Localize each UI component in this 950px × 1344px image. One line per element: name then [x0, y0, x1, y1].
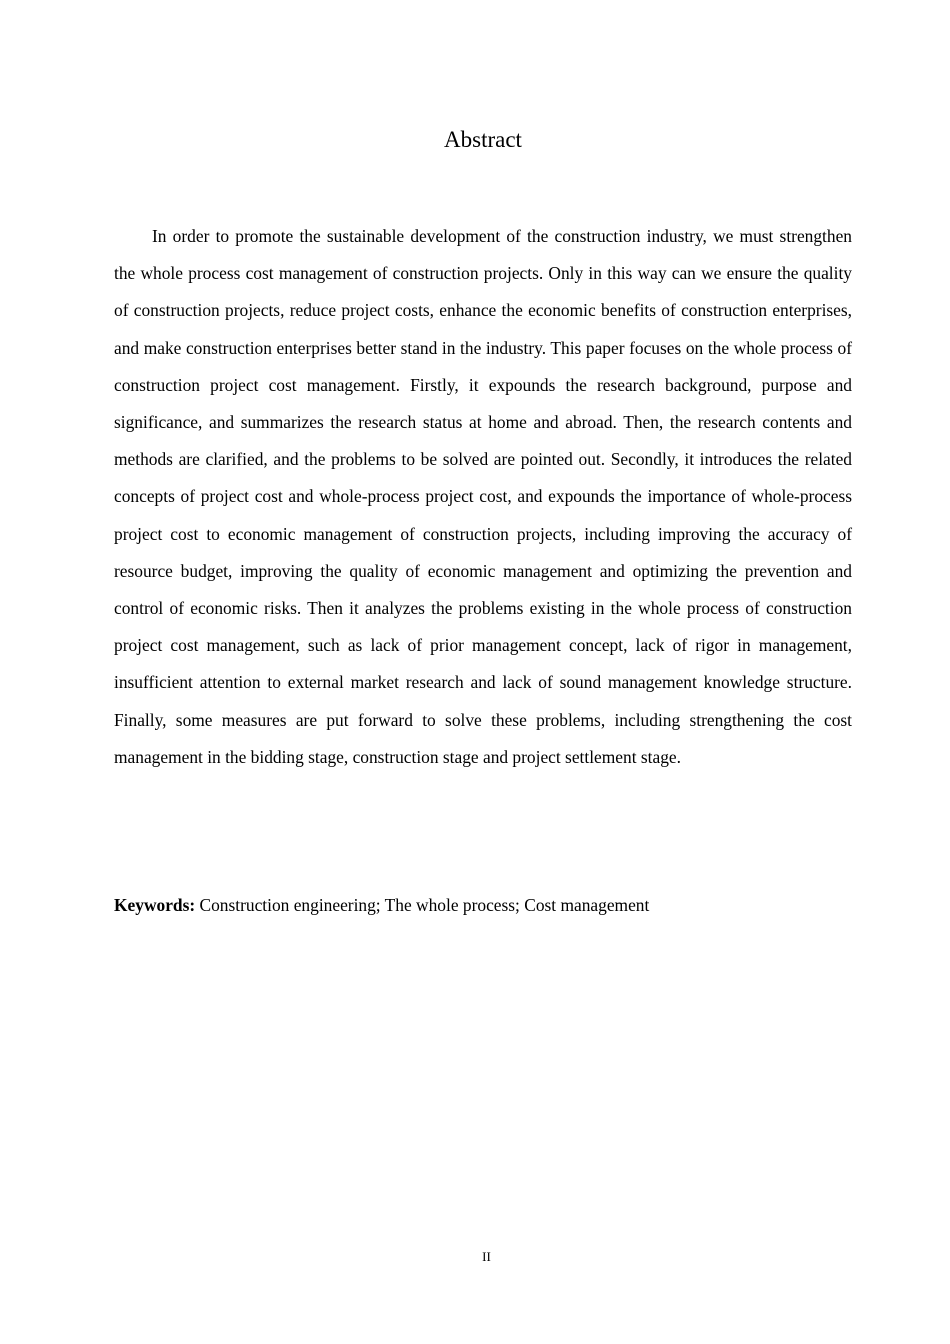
keywords-line — [114, 887, 852, 924]
page-title: Abstract — [444, 127, 522, 152]
abstract-paragraph: In order to promote the sustainable development of the construction industry, we must strengthen the whole process cost management of construction projects. Only in this way can we ensure the quality of construction projects, reduce project costs, enhance the economic benefits of construction enterprises, and make construction enterprises better stand in the industry. This paper focuses on the whole process of construction project cost management. Firstly, it expounds the research background, purpose and significance, and summarizes the research status at home and abroad. Then, the research contents and methods are clarified, and the problems to be solved are pointed out. Secondly, it introduces the related concepts of project cost and whole-process project cost, and expounds the importance of whole-process project cost to economic management of construction projects, including improving the accuracy of resource budget, improving the quality of economic management and optimizing the prevention and control of economic risks. Then it analyzes the problems existing in the whole process of construction project cost management, such as lack of prior management concept, lack of rigor in management, insufficient attention to external market research and lack of sound management knowledge structure. Finally, some measures are put forward to solve these problems, including strengthening the cost management in the bidding stage, construction stage and project settlement stage. — [114, 226, 852, 767]
keywords-text: Construction engineering; The whole process; Cost management — [199, 895, 650, 915]
keywords-label: Keywords: — [114, 895, 196, 915]
page-number: II — [482, 1249, 491, 1264]
